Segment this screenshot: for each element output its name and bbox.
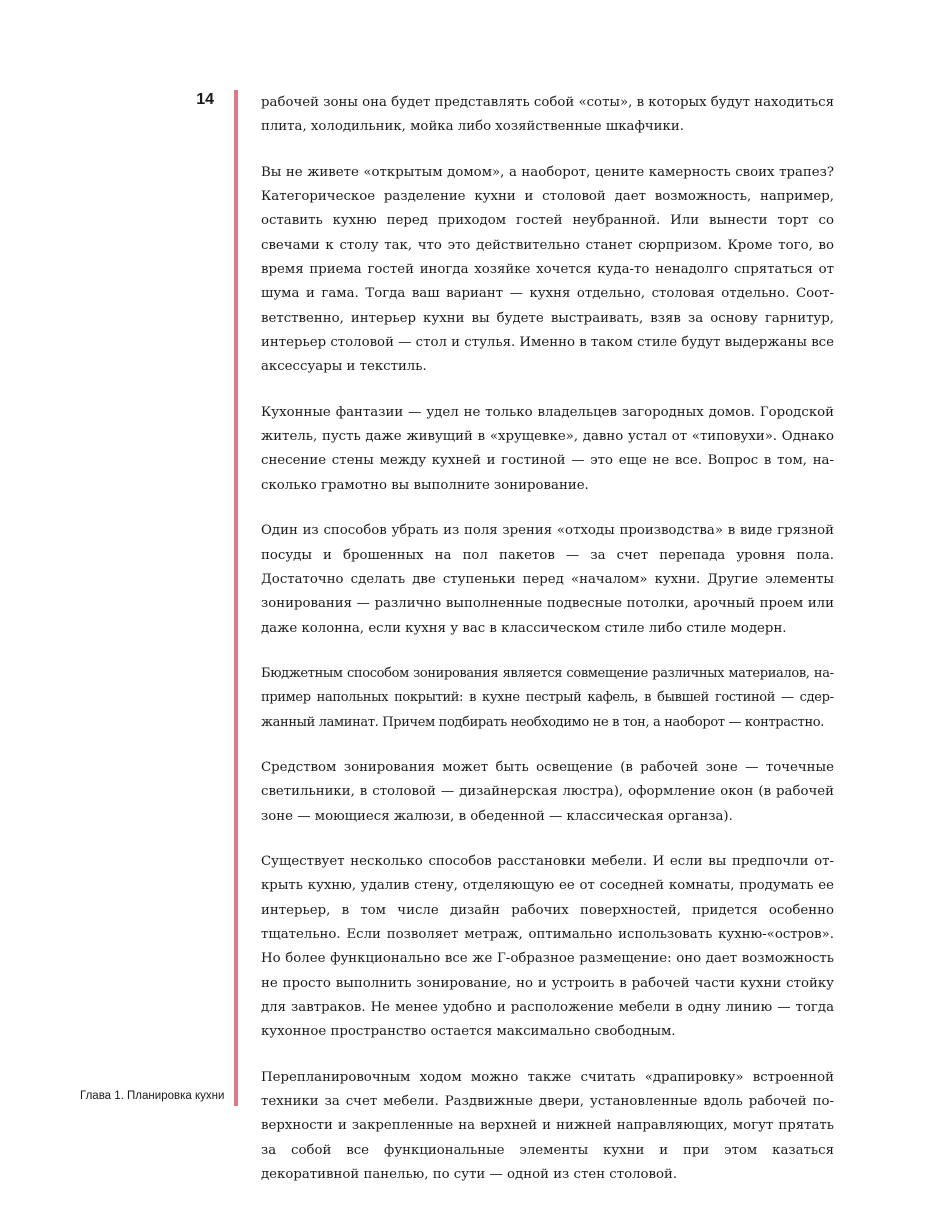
paragraph: Кухонные фантазии — удел не только владельцев загородных домов. Городской житель, пусть даже живущий в «хрущевке», давно устал от «типовухи». Однако снесение стены между кухней и гостиной — это еще не все. Вопрос в том, насколько грамотно вы выполните зонирование. xyxy=(261,404,834,493)
paragraph: Бюджетным способом зонирования является совмещение различных материалов, например напольных покрытий: в кухне пестрый кафель, в бывшей гостиной — сдержанный ламинат. Причем подбирать необходимо не в тон, а наоборот — контрастно. xyxy=(261,665,834,730)
paragraph: Перепланировочным ходом можно также считать «драпировку» встроенной техники за счет мебели. Раздвижные двери, установленные вдоль рабочей поверхности и закрепленные на верхней и нижней направляющих, могут прятать за собой все функциональные элементы кухни и при этом казаться декоративной панелью, по сути — одной из стен столовой. xyxy=(261,1069,834,1183)
paragraph: Вы не живете «открытым домом», а наоборот, цените камерность своих трапез? Категорическое разделение кухни и столовой дает возможность, например, оставить кухню перед приходом гостей неубранной. Или вынести торт со свечами к столу так, что это действительно станет сюрпризом. Кроме того, во время приема гостей иногда хозяйке хочется куда-то ненадолго спрятаться от шума и гама. Тогда ваш вариант — кухня отдельно, столовая отдельно. Соответственно, интерьер кухни вы будете выстраивать, взяв за основу гарнитур, интерьер столовой — стол и стулья. Именно в таком стиле будут выдержаны все аксессуары и текстиль. xyxy=(261,164,834,375)
paragraph: Средством зонирования может быть освещение (в рабочей зоне — точечные светильники, в столовой — дизайнерская люстра), оформление окон (в рабочей зоне — моющиеся жалюзи, в обеденной — классическая органза). xyxy=(261,759,834,824)
paragraph: рабочей зоны она будет представлять собой «соты», в которых будут находиться плита, холодильник, мойка либо хозяйственные шкафчики. xyxy=(261,95,834,135)
page-number: 14 xyxy=(196,91,214,108)
paragraph: Один из способов убрать из поля зрения «отходы производства» в виде грязной посуды и брошенных на пол пакетов — за счет перепада уровня пола. Достаточно сделать две ступеньки перед «началом» кухни. Другие элементы зонирования — различно выполненные подвесные потолки, арочный проем или даже колонна, если кухня у вас в классическом стиле либо стиле модерн. xyxy=(261,523,834,636)
body-text xyxy=(261,91,834,1208)
paragraph: Существует несколько способов расстановки мебели. И если вы предпочли открыть кухню, удалив стену, отделяющую ее от соседней комнаты, продумать ее интерьер, в том числе дизайн рабочих поверхностей, придется особенно тщательно. Если позволяет метраж, оптимально использовать кухню-«остров». Но более функционально все же Г-образное размещение: оно дает возможность не просто выполнить зонирование, но и устроить в рабочей части кухни стойку для завтраков. Не менее удобно и расположение мебели в одну линию — тогда кухонное пространство остается максимально свободным. xyxy=(261,853,834,1040)
chapter-label: Глава 1. Планировка кухни xyxy=(80,1090,225,1102)
margin-rule xyxy=(234,90,238,1106)
